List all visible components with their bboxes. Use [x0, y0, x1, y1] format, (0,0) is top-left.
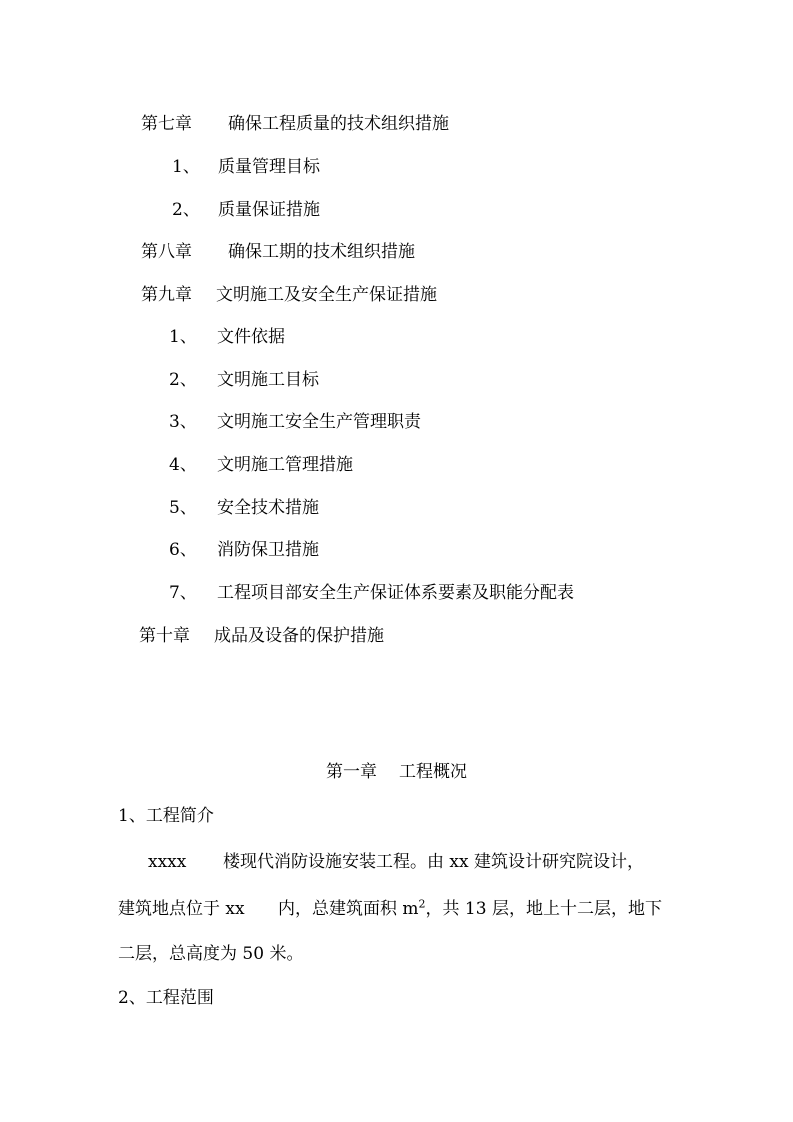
toc-number: 第八章 [141, 242, 192, 262]
superscript: 2 [418, 897, 426, 911]
toc-number: 第十章 [139, 626, 190, 646]
toc-text: 成品及设备的保护措施 [214, 626, 384, 646]
toc-number: 2、 [172, 200, 200, 220]
toc-text: 消防保卫措施 [217, 540, 319, 560]
toc-item [169, 326, 285, 348]
intro-text: 内，总建筑面积 m [278, 899, 419, 919]
toc-number: 第九章 [141, 285, 192, 305]
toc-number: 5、 [169, 498, 197, 518]
toc-text: 文明施工安全生产管理职责 [217, 412, 421, 432]
toc-item [169, 539, 319, 561]
chapter-heading [0, 761, 793, 783]
toc-number: 2、 [169, 370, 197, 390]
toc-item-chapter-9 [141, 284, 437, 306]
toc-number: 第七章 [141, 114, 192, 134]
intro-text: 楼现代消防设施安装工程。由 xx 建筑设计研究院设计， [223, 852, 644, 872]
toc-item [169, 411, 421, 433]
toc-text: 文明施工及安全生产保证措施 [216, 285, 437, 305]
toc-item-chapter-8 [141, 241, 415, 263]
intro-line-3: 二层，总高度为 50 米。 [118, 944, 304, 964]
toc-item [169, 582, 574, 604]
toc-text: 工程项目部安全生产保证体系要素及职能分配表 [217, 583, 574, 603]
intro-text: ，共 13 层，地上十二层，地下 [425, 899, 662, 919]
toc-text: 确保工程质量的技术组织措施 [228, 114, 449, 134]
toc-text: 确保工期的技术组织措施 [228, 242, 415, 262]
toc-item-chapter-7 [141, 113, 449, 135]
toc-text: 安全技术措施 [217, 498, 319, 518]
intro-line-2 [118, 898, 662, 920]
intro-location: 建筑地点位于 xx [118, 899, 245, 919]
toc-item [169, 497, 319, 519]
toc-text: 质量保证措施 [218, 200, 320, 220]
toc-text: 文明施工管理措施 [217, 455, 353, 475]
toc-text: 质量管理目标 [218, 157, 320, 177]
section-heading: 1、工程简介 [118, 806, 214, 826]
toc-item-chapter-10 [139, 625, 384, 647]
toc-number: 4、 [169, 455, 197, 475]
section-heading: 2、工程范围 [118, 988, 214, 1008]
toc-text: 文件依据 [217, 327, 285, 347]
chapter-title: 工程概况 [399, 762, 467, 782]
toc-text: 文明施工目标 [217, 370, 319, 390]
toc-item [172, 156, 320, 178]
toc-item [172, 199, 320, 221]
project-name-blank: xxxx [148, 852, 187, 872]
toc-item [169, 454, 353, 476]
toc-number: 6、 [169, 540, 197, 560]
intro-line-1 [148, 851, 644, 873]
toc-number: 1、 [169, 327, 197, 347]
toc-number: 7、 [169, 583, 197, 603]
toc-item [169, 369, 319, 391]
chapter-number: 第一章 [326, 762, 377, 782]
toc-number: 1、 [172, 157, 200, 177]
toc-number: 3、 [169, 412, 197, 432]
